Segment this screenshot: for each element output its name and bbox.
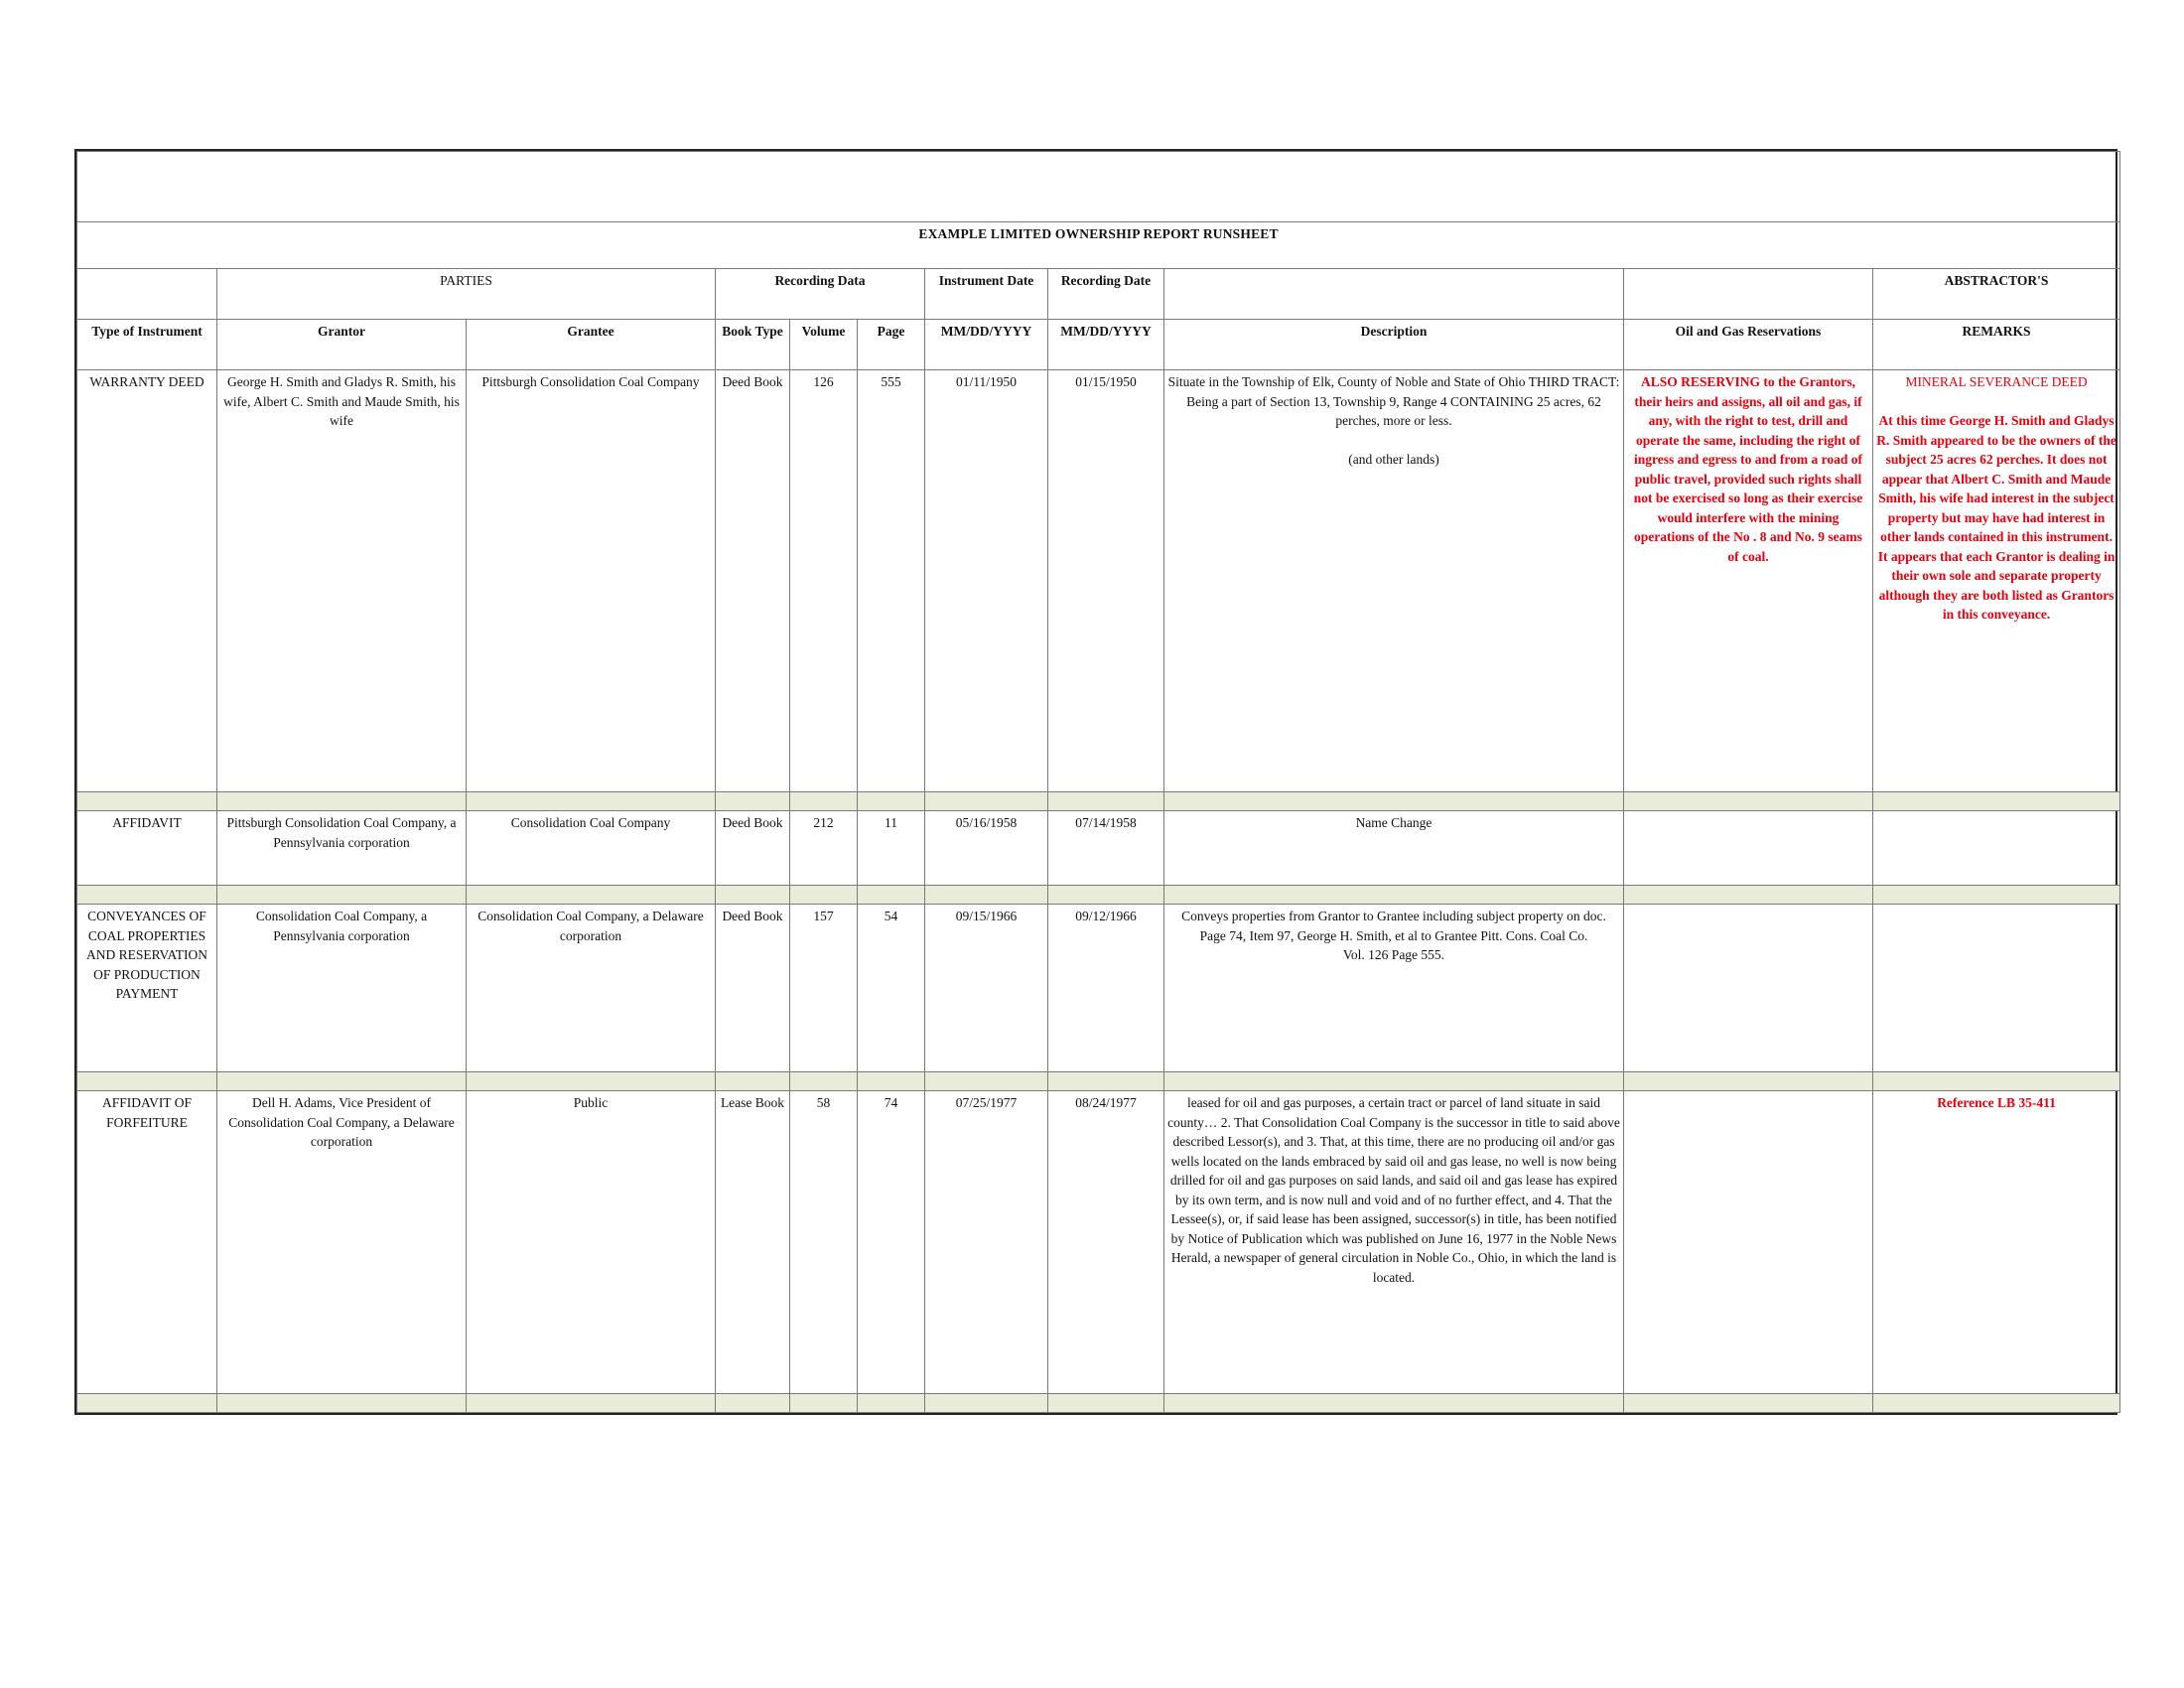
header-empty-2	[1164, 269, 1624, 320]
description-text: Situate in the Township of Elk, County of Noble and State of Ohio THIRD TRACT: Being a part of Section 13, Township 9, Range 4 CONTAINING 25 acres, 62 perches, more or less.	[1167, 374, 1620, 428]
cell-page: 11	[858, 811, 925, 886]
cell-page: 74	[858, 1091, 925, 1394]
description-note: (and other lands)	[1348, 452, 1439, 467]
header-empty-3	[1624, 269, 1873, 320]
title-row	[77, 222, 2120, 269]
separator-row	[77, 1394, 2120, 1413]
runsheet	[74, 149, 2117, 1415]
header-page: Page	[858, 320, 925, 370]
header-remarks: REMARKS	[1873, 320, 2120, 370]
blank-header-cell	[77, 152, 2120, 222]
cell-type: WARRANTY DEED	[77, 370, 217, 792]
header-abstractors: ABSTRACTOR'S	[1873, 269, 2120, 320]
cell-oil-gas: ALSO RESERVING to the Grantors, their heirs and assigns, all oil and gas, if any, with the right to test, drill and operate the same, including the right of ingress and egress to and from a road of public travel, provided such rights shall not be exercised so long as their exercise would interfere with the mining operations of the No . 8 and No. 9 seams of coal.	[1624, 370, 1873, 792]
cell-instrument-date: 05/16/1958	[925, 811, 1048, 886]
cell-remarks	[1873, 811, 2120, 886]
table-row	[77, 1091, 2120, 1394]
cell-page: 54	[858, 905, 925, 1072]
cell-type: CONVEYANCES OF COAL PROPERTIES AND RESERVATION OF PRODUCTION PAYMENT	[77, 905, 217, 1072]
separator-row	[77, 886, 2120, 905]
header-book-type: Book Type	[716, 320, 790, 370]
cell-grantee: Pittsburgh Consolidation Coal Company	[467, 370, 716, 792]
cell-type: AFFIDAVIT	[77, 811, 217, 886]
cell-grantee: Public	[467, 1091, 716, 1394]
header-recording-data: Recording Data	[716, 269, 925, 320]
report-title: EXAMPLE LIMITED OWNERSHIP REPORT RUNSHEET	[77, 222, 2120, 269]
cell-description: leased for oil and gas purposes, a certain tract or parcel of land situate in said county… 2. That Consolidation Coal Company is the successor in title to said above described Lessor(s), and 3. That, at this time, there are no producing oil and/or gas wells located on the lands embraced by said oil and gas lease, no well is now being drilled for oil and gas purposes on said lands, and said oil and gas lease has expired by its own term, and is now null and void and of no further effect, and 4. That the Lessee(s), or, if said lease has been assigned, successor(s) in title, has been notified by Notice of Publication which was published on June 16, 1977 in the Noble News Herald, a newspaper of general circulation in Noble Co., Ohio, in which the land is located.	[1164, 1091, 1624, 1394]
cell-oil-gas	[1624, 811, 1873, 886]
cell-oil-gas	[1624, 905, 1873, 1072]
table-row	[77, 370, 2120, 792]
cell-remarks	[1873, 370, 2120, 792]
remarks-text: At this time George H. Smith and Gladys R. Smith appeared to be the owners of the subject 25 acres 62 perches. It does not appear that Albert C. Smith and Maude Smith, his wife had interest in the subject property but may have had interest in other lands contained in this instrument. It appears that each Grantor is dealing in their own sole and separate property although they are both listed as Grantors in this conveyance.	[1876, 413, 2116, 622]
cell-volume: 157	[790, 905, 858, 1072]
cell-grantor: Dell H. Adams, Vice President of Consolidation Coal Company, a Delaware corporation	[217, 1091, 467, 1394]
header-grantor: Grantor	[217, 320, 467, 370]
header-grantee: Grantee	[467, 320, 716, 370]
header-instrument-date: Instrument Date	[925, 269, 1048, 320]
header-description: Description	[1164, 320, 1624, 370]
cell-grantor: Pittsburgh Consolidation Coal Company, a Pennsylvania corporation	[217, 811, 467, 886]
cell-grantor: George H. Smith and Gladys R. Smith, his wife, Albert C. Smith and Maude Smith, his wife	[217, 370, 467, 792]
header-oil-gas: Oil and Gas Reservations	[1624, 320, 1873, 370]
cell-book-type: Deed Book	[716, 811, 790, 886]
cell-volume: 212	[790, 811, 858, 886]
header-empty-1	[77, 269, 217, 320]
description-note: Vol. 126 Page 555.	[1342, 947, 1445, 962]
cell-oil-gas	[1624, 1091, 1873, 1394]
cell-description: Name Change	[1164, 811, 1624, 886]
header-recording-date: Recording Date	[1048, 269, 1164, 320]
cell-type: AFFIDAVIT OF FORFEITURE	[77, 1091, 217, 1394]
separator-row	[77, 1072, 2120, 1091]
cell-page: 555	[858, 370, 925, 792]
cell-grantee: Consolidation Coal Company, a Delaware corporation	[467, 905, 716, 1072]
blank-header-row	[77, 152, 2120, 222]
cell-book-type: Lease Book	[716, 1091, 790, 1394]
header-group-row	[77, 269, 2120, 320]
cell-book-type: Deed Book	[716, 370, 790, 792]
cell-instrument-date: 07/25/1977	[925, 1091, 1048, 1394]
separator-row	[77, 792, 2120, 811]
cell-grantee: Consolidation Coal Company	[467, 811, 716, 886]
table-row	[77, 811, 2120, 886]
cell-remarks	[1873, 905, 2120, 1072]
cell-recording-date: 07/14/1958	[1048, 811, 1164, 886]
cell-description	[1164, 370, 1624, 792]
cell-instrument-date: 01/11/1950	[925, 370, 1048, 792]
header-volume: Volume	[790, 320, 858, 370]
cell-description	[1164, 905, 1624, 1072]
cell-book-type: Deed Book	[716, 905, 790, 1072]
description-text: Conveys properties from Grantor to Grantee including subject property on doc. Page 74, Item 97, George H. Smith, et al to Grantee Pitt. Cons. Coal Co.	[1181, 909, 1606, 943]
remarks-title: MINERAL SEVERANCE DEED	[1905, 374, 2088, 389]
header-type-of-instrument: Type of Instrument	[77, 320, 217, 370]
cell-recording-date: 08/24/1977	[1048, 1091, 1164, 1394]
header-parties: PARTIES	[217, 269, 716, 320]
header-recording-date-format: MM/DD/YYYY	[1048, 320, 1164, 370]
cell-recording-date: 09/12/1966	[1048, 905, 1164, 1072]
cell-volume: 58	[790, 1091, 858, 1394]
cell-recording-date: 01/15/1950	[1048, 370, 1164, 792]
runsheet-table	[76, 151, 2120, 1413]
cell-grantor: Consolidation Coal Company, a Pennsylvania corporation	[217, 905, 467, 1072]
cell-instrument-date: 09/15/1966	[925, 905, 1048, 1072]
cell-remarks: Reference LB 35-411	[1873, 1091, 2120, 1394]
cell-volume: 126	[790, 370, 858, 792]
header-column-row	[77, 320, 2120, 370]
table-row	[77, 905, 2120, 1072]
header-instrument-date-format: MM/DD/YYYY	[925, 320, 1048, 370]
